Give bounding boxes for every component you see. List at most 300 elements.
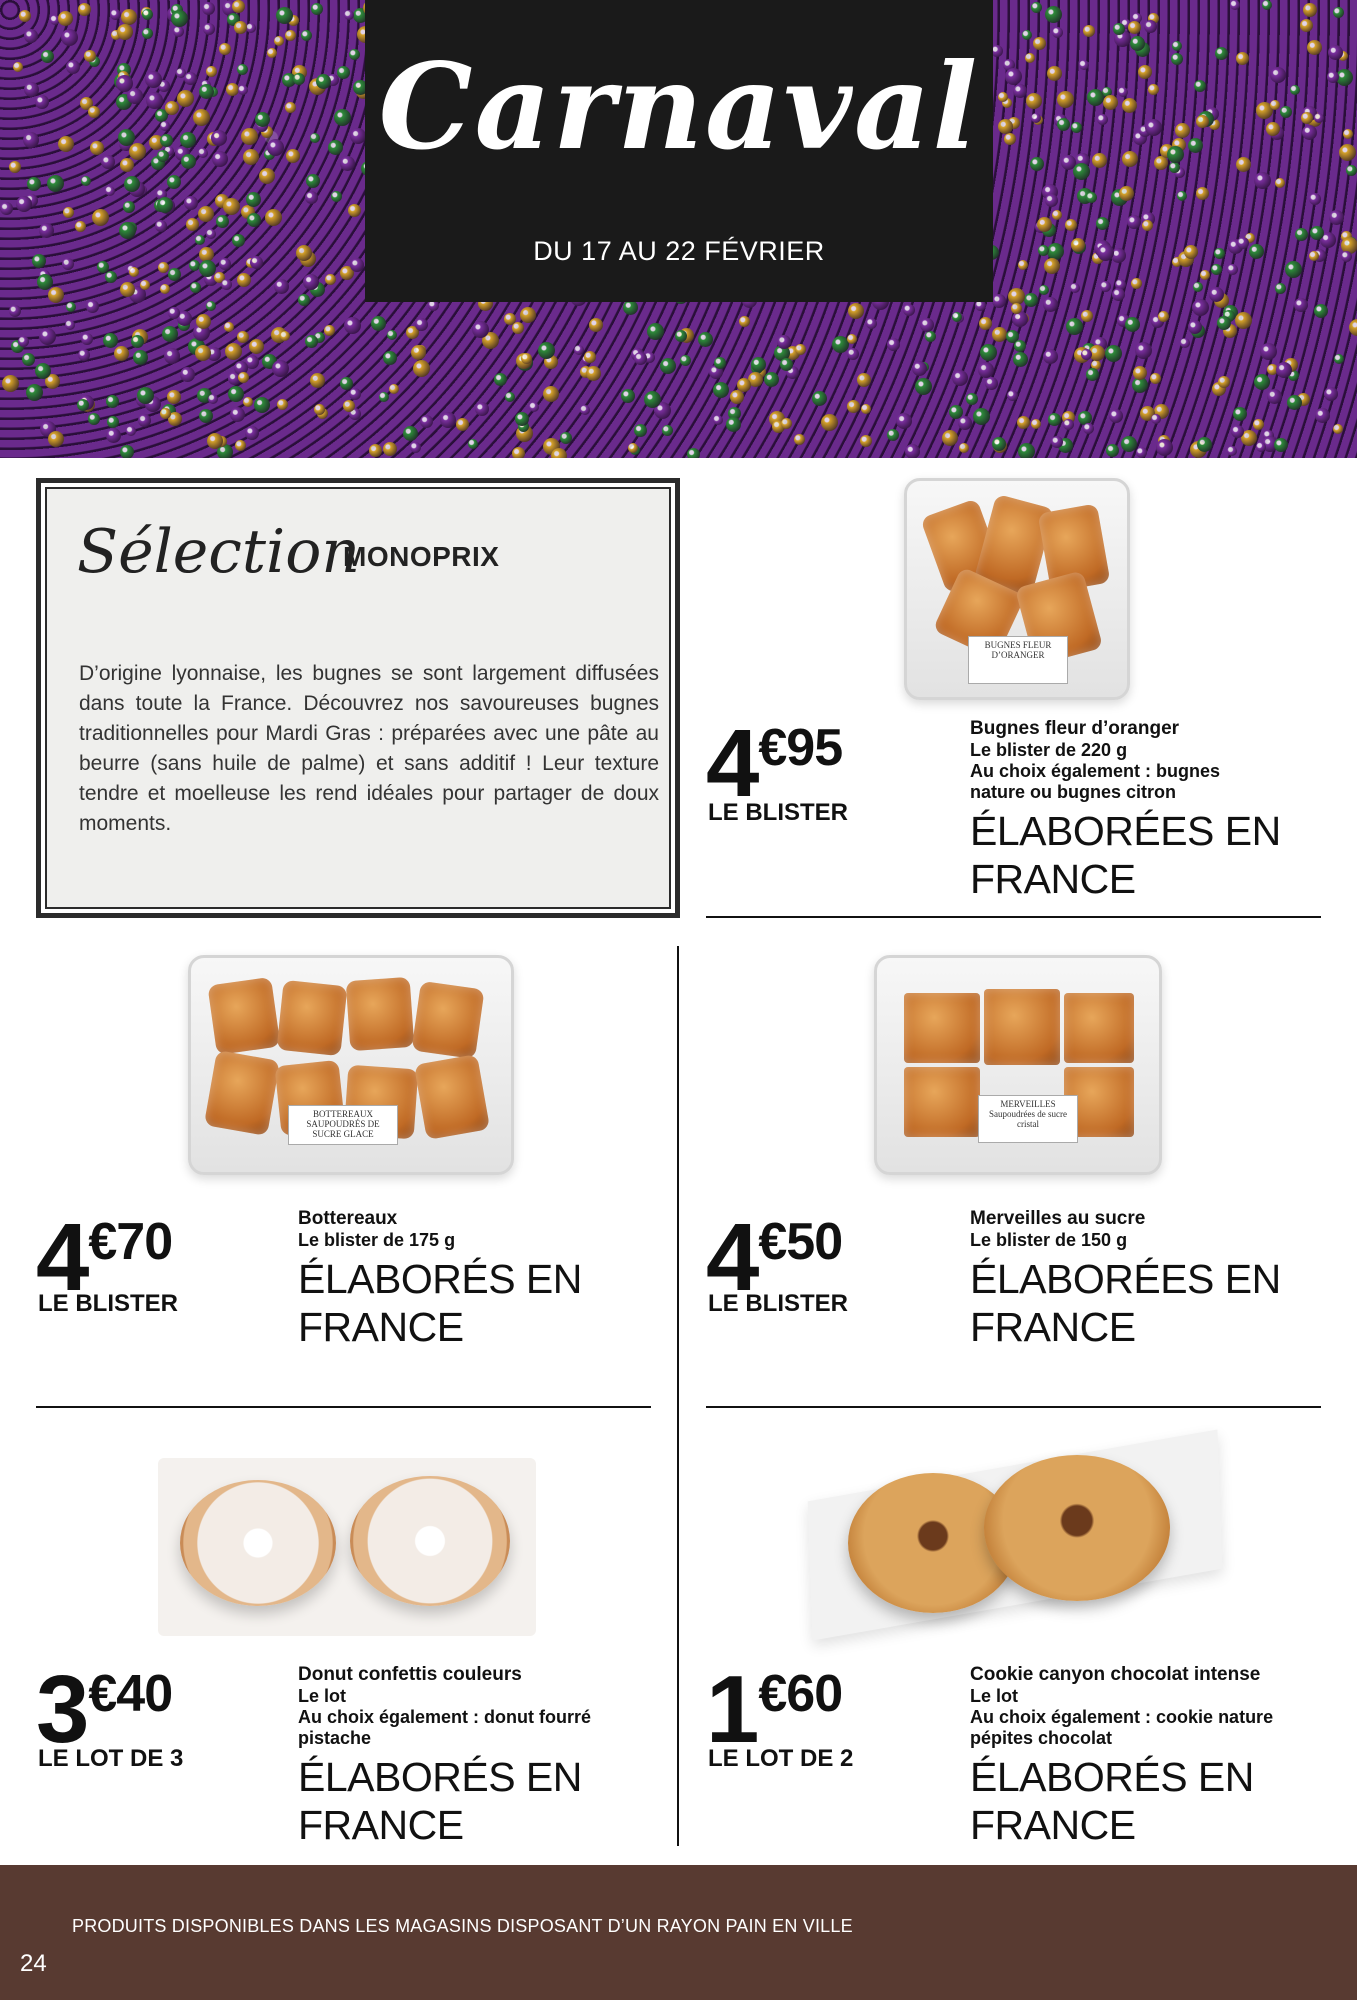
selection-inner-frame (45, 487, 671, 909)
bead-icon (84, 50, 96, 62)
bead-icon (1196, 115, 1209, 128)
pastry-icon (414, 1054, 490, 1140)
bead-icon (848, 303, 864, 319)
bead-icon (1007, 390, 1018, 401)
bead-icon (225, 343, 242, 360)
bead-icon (1253, 419, 1264, 430)
bead-icon (1105, 345, 1122, 362)
bead-icon (305, 191, 318, 204)
bead-icon (980, 344, 997, 361)
bead-icon (992, 437, 1006, 451)
price-unit: LE BLISTER (38, 1290, 179, 1317)
bead-icon (1324, 387, 1338, 401)
selection-description: D’origine lyonnaise, les bugnes se sont largement diffusées dans toute la France. Découvrez nos savoureuses bugnes traditionnelles pour Mardi Gras : préparées avec une pâte au beurre (sans huile de palme) et sans additif ! Leur texture tendre et moelleuse les rend idéales pour partager de doux moments. (79, 662, 659, 835)
bead-icon (349, 49, 360, 60)
product-name: Cookie canyon chocolat intense (970, 1664, 1261, 1685)
bead-icon (887, 338, 900, 351)
vertical-divider (677, 946, 679, 1846)
bead-icon (1158, 311, 1169, 322)
bead-icon (337, 66, 350, 79)
bead-icon (202, 2, 215, 15)
bead-icon (81, 176, 91, 186)
bead-icon (1081, 310, 1093, 322)
bead-icon (1148, 84, 1159, 95)
bead-icon (228, 386, 244, 402)
bead-icon (243, 397, 253, 407)
bead-icon (77, 399, 89, 411)
bead-icon (310, 133, 320, 143)
bead-icon (212, 151, 228, 167)
bead-icon (1128, 21, 1141, 34)
bead-icon (63, 207, 74, 218)
bead-icon (173, 26, 184, 37)
bead-icon (586, 366, 601, 381)
bead-icon (120, 158, 134, 172)
origin-line: ÉLABORÉS EN (298, 1754, 582, 1800)
bead-icon (9, 305, 21, 317)
bead-icon (1142, 220, 1153, 231)
bead-icon (915, 378, 932, 395)
bead-icon (180, 132, 196, 148)
bead-icon (1097, 244, 1114, 261)
bead-icon (1031, 419, 1041, 429)
bead-icon (160, 284, 170, 294)
bead-icon (589, 318, 603, 332)
bead-icon (1150, 373, 1161, 384)
bead-icon (1309, 251, 1319, 261)
bead-icon (247, 213, 261, 227)
origin-line: FRANCE (970, 1802, 1136, 1848)
merveilles-product-image (874, 955, 1162, 1175)
product-detail: Le lot (298, 1686, 346, 1706)
bead-icon (529, 402, 539, 412)
bead-icon (1096, 217, 1109, 230)
bead-icon (223, 198, 240, 215)
bead-icon (221, 279, 232, 290)
bead-icon (123, 201, 135, 213)
bead-icon (1079, 60, 1089, 70)
product-name: Bugnes fleur d’oranger (970, 718, 1180, 739)
product-detail: pistache (298, 1728, 372, 1748)
bead-icon (349, 388, 361, 400)
bead-icon (1081, 349, 1092, 360)
bead-icon (505, 392, 515, 402)
bead-icon (207, 433, 223, 449)
bead-icon (795, 344, 806, 355)
bead-icon (106, 395, 119, 408)
bead-icon (1328, 45, 1343, 60)
bead-icon (1014, 340, 1026, 352)
bead-icon (866, 318, 877, 329)
bead-icon (103, 333, 118, 348)
bead-icon (238, 85, 248, 95)
bead-icon (311, 3, 323, 15)
bead-icon (1217, 316, 1231, 330)
bead-icon (206, 229, 216, 239)
bead-icon (177, 90, 194, 107)
origin-line: FRANCE (970, 1304, 1136, 1350)
bead-icon (1262, 0, 1272, 10)
bead-icon (903, 304, 915, 316)
bead-icon (857, 373, 871, 387)
bead-icon (199, 84, 214, 99)
bead-icon (198, 148, 208, 158)
bead-icon (1136, 447, 1147, 458)
price-decimal: €60 (758, 1665, 843, 1723)
bead-icon (912, 361, 927, 376)
price-decimal: €50 (758, 1213, 843, 1271)
bead-icon (41, 50, 54, 63)
origin-label (970, 807, 1300, 903)
bead-icon (413, 360, 430, 377)
bead-icon (1266, 122, 1280, 136)
bead-icon (1197, 437, 1212, 452)
product-name: Donut confettis couleurs (298, 1664, 522, 1685)
product-name: Merveilles au sucre (970, 1208, 1146, 1229)
bead-icon (1031, 2, 1042, 13)
bead-icon (475, 402, 489, 416)
bead-icon (224, 322, 234, 332)
bead-icon (293, 73, 305, 85)
product-detail: Au choix également : cookie nature (970, 1707, 1274, 1727)
bead-icon (88, 106, 100, 118)
bead-icon (199, 409, 213, 423)
bead-icon (272, 360, 289, 377)
bead-icon (316, 74, 331, 89)
bead-icon (1333, 7, 1344, 18)
price-decimal: €40 (88, 1665, 173, 1723)
bead-icon (129, 143, 146, 160)
bead-icon (160, 134, 173, 147)
bead-icon (250, 256, 263, 269)
bead-icon (88, 413, 100, 425)
pastry-icon (277, 980, 348, 1056)
bead-icon (186, 218, 199, 231)
pastry-icon (904, 993, 980, 1063)
bead-icon (1309, 193, 1321, 205)
bead-icon (1122, 151, 1138, 167)
bead-icon (1051, 436, 1063, 448)
bead-icon (1227, 446, 1237, 456)
bead-icon (973, 408, 990, 425)
bead-icon (1177, 191, 1187, 201)
bead-icon (1097, 114, 1108, 125)
bead-icon (237, 331, 249, 343)
product-description (298, 1664, 628, 1849)
bead-icon (1013, 352, 1028, 367)
bead-icon (1188, 138, 1203, 153)
bead-icon (896, 413, 912, 429)
bead-icon (1135, 342, 1152, 359)
bead-icon (415, 318, 428, 331)
bead-icon (1004, 133, 1016, 145)
bead-icon (9, 161, 21, 173)
bead-icon (634, 352, 647, 365)
bead-icon (126, 426, 136, 436)
bead-icon (334, 109, 351, 126)
bead-icon (280, 331, 290, 341)
bead-icon (199, 260, 216, 277)
bead-icon (379, 392, 389, 402)
bottereaux-product-image (188, 955, 514, 1175)
bead-icon (1092, 153, 1107, 168)
bead-icon (124, 176, 140, 192)
bead-icon (1119, 186, 1134, 201)
bead-icon (781, 418, 792, 429)
bead-icon (237, 273, 251, 287)
bead-icon (698, 332, 713, 347)
bead-icon (1118, 87, 1128, 97)
bead-icon (551, 448, 567, 458)
bead-icon (245, 426, 259, 440)
bead-icon (1121, 436, 1137, 452)
bead-icon (680, 355, 691, 366)
bead-icon (65, 320, 75, 330)
bead-icon (1346, 165, 1357, 176)
bead-icon (1314, 304, 1328, 318)
bead-icon (1154, 156, 1168, 170)
bead-icon (296, 245, 312, 261)
bead-icon (66, 60, 80, 74)
bead-icon (411, 345, 426, 360)
bead-icon (1033, 37, 1046, 50)
bead-icon (1172, 41, 1182, 51)
title-box (365, 0, 993, 302)
bugnes-product-image (904, 478, 1130, 700)
bead-icon (306, 174, 320, 188)
bead-icon (101, 155, 115, 169)
bead-icon (623, 300, 638, 315)
bead-icon (184, 196, 198, 210)
bead-icon (1026, 93, 1042, 109)
bead-icon (343, 400, 355, 412)
bead-icon (713, 415, 723, 425)
bead-icon (1275, 178, 1285, 188)
bead-icon (232, 234, 245, 247)
bead-icon (1236, 52, 1249, 65)
bead-icon (1307, 40, 1322, 55)
bead-icon (1131, 278, 1142, 289)
bead-icon (249, 339, 264, 354)
bead-icon (1066, 318, 1083, 335)
bead-icon (1209, 287, 1224, 302)
bead-icon (714, 357, 726, 369)
product-label-sticker: MERVEILLES Saupoudrées de sucre cristal (978, 1095, 1078, 1143)
bead-icon (276, 7, 293, 24)
donut-icon (180, 1480, 336, 1606)
bead-icon (403, 426, 418, 441)
bead-icon (580, 405, 590, 415)
price-unit: LE LOT DE 3 (38, 1745, 184, 1772)
bead-icon (1047, 66, 1062, 81)
bead-icon (383, 442, 397, 456)
bead-icon (348, 204, 361, 217)
origin-line: ÉLABORÉES EN (970, 1256, 1281, 1302)
bead-icon (1031, 113, 1041, 123)
bead-icon (1112, 288, 1125, 301)
header-banner (0, 0, 1357, 458)
bead-icon (310, 373, 325, 388)
bead-icon (1057, 91, 1074, 108)
bead-icon (1329, 210, 1344, 225)
bead-icon (1274, 438, 1288, 452)
bead-icon (1083, 25, 1095, 37)
bead-icon (195, 235, 205, 245)
bead-icon (157, 197, 173, 213)
footer-bar (0, 1865, 1357, 2000)
bead-icon (998, 92, 1008, 102)
bead-icon (211, 130, 227, 146)
bead-icon (13, 62, 23, 72)
bead-icon (1214, 248, 1225, 259)
bead-icon (1138, 65, 1152, 79)
bead-icon (1270, 67, 1286, 83)
bead-icon (219, 258, 231, 270)
bead-icon (847, 334, 857, 344)
bead-icon (1200, 270, 1210, 280)
bead-icon (298, 294, 310, 306)
bead-icon (1343, 129, 1353, 139)
bead-icon (246, 23, 256, 33)
bead-icon (584, 351, 596, 363)
bead-icon (165, 101, 179, 115)
divider (706, 1406, 1321, 1408)
bead-icon (420, 415, 433, 428)
bead-icon (1256, 442, 1266, 452)
bead-icon (1073, 163, 1090, 180)
cookie-icon (984, 1455, 1170, 1601)
bead-icon (1276, 362, 1292, 378)
product-name: Bottereaux (298, 1208, 398, 1229)
bead-icon (1122, 98, 1137, 113)
bead-icon (1113, 23, 1125, 35)
bead-icon (1218, 376, 1230, 388)
bead-icon (1300, 19, 1313, 32)
bead-icon (1184, 245, 1198, 259)
bead-icon (160, 121, 170, 131)
bead-icon (860, 435, 872, 447)
bead-icon (285, 102, 296, 113)
bead-icon (267, 139, 284, 156)
bead-icon (905, 444, 920, 458)
price-integer: 4 (706, 1204, 757, 1311)
origin-line: ÉLABORÉS EN (298, 1256, 582, 1302)
bead-icon (0, 202, 13, 215)
bead-icon (1063, 419, 1074, 430)
product-detail: Le lot (970, 1686, 1018, 1706)
bead-icon (1175, 123, 1190, 138)
bead-icon (35, 363, 51, 379)
bead-icon (1233, 407, 1247, 421)
bead-icon (97, 261, 109, 273)
product-description (970, 1664, 1300, 1849)
bead-icon (560, 432, 572, 444)
bead-icon (687, 448, 700, 458)
divider (36, 1406, 651, 1408)
bead-icon (1287, 395, 1302, 410)
bead-icon (314, 404, 325, 415)
bead-icon (114, 346, 129, 361)
bead-icon (155, 220, 167, 232)
bead-icon (58, 136, 74, 152)
price-decimal: €95 (758, 719, 843, 777)
bead-icon (325, 274, 336, 285)
bead-icon (512, 322, 524, 334)
bead-icon (167, 390, 181, 404)
bead-icon (138, 414, 151, 427)
pastry-icon (204, 1050, 280, 1136)
bead-icon (1011, 303, 1022, 314)
bead-icon (369, 444, 382, 457)
bead-icon (675, 330, 687, 342)
bead-icon (1052, 210, 1062, 220)
origin-label (298, 1753, 628, 1849)
bead-icon (1302, 125, 1317, 140)
product-detail: Le blister de 150 g (970, 1230, 1128, 1250)
bead-icon (1193, 282, 1203, 292)
bead-icon (26, 384, 43, 401)
bead-icon (1013, 84, 1027, 98)
bead-icon (1043, 349, 1058, 364)
bead-icon (350, 258, 364, 272)
product-description (298, 1208, 628, 1351)
bead-icon (160, 408, 171, 419)
bead-icon (942, 430, 958, 446)
bead-icon (410, 442, 421, 453)
bead-icon (1270, 100, 1280, 110)
bead-icon (208, 394, 218, 404)
bead-icon (129, 267, 139, 277)
bead-icon (543, 386, 559, 402)
bead-icon (18, 336, 29, 347)
bead-icon (23, 132, 39, 148)
pastry-icon (1064, 993, 1134, 1063)
bead-icon (255, 112, 270, 127)
bead-icon (1048, 413, 1061, 426)
bead-icon (62, 258, 74, 270)
bead-icon (521, 353, 532, 364)
bead-icon (925, 331, 936, 342)
bead-icon (389, 384, 399, 394)
bead-icon (512, 447, 525, 458)
product-detail: Le blister de 175 g (298, 1230, 456, 1250)
bead-icon (190, 282, 201, 293)
bead-icon (1037, 217, 1052, 232)
bead-icon (1227, 264, 1238, 275)
bead-icon (1295, 228, 1308, 241)
bead-icon (949, 405, 963, 419)
bead-icon (621, 389, 635, 403)
bead-icon (142, 28, 153, 39)
bead-icon (764, 372, 779, 387)
bead-icon (105, 271, 117, 283)
bead-icon (992, 294, 1006, 308)
bead-icon (751, 357, 766, 372)
bead-icon (1030, 157, 1044, 171)
bead-icon (75, 221, 86, 232)
bead-icon (1086, 192, 1097, 203)
bead-icon (1145, 119, 1162, 136)
bead-icon (196, 314, 211, 329)
price-unit: LE LOT DE 2 (708, 1745, 854, 1772)
origin-label (970, 1753, 1300, 1849)
bead-icon (1254, 172, 1271, 189)
origin-label (970, 1255, 1300, 1351)
bead-icon (1125, 317, 1140, 332)
bead-icon (78, 3, 91, 16)
pastry-icon (904, 1067, 980, 1137)
bead-icon (1194, 80, 1206, 92)
